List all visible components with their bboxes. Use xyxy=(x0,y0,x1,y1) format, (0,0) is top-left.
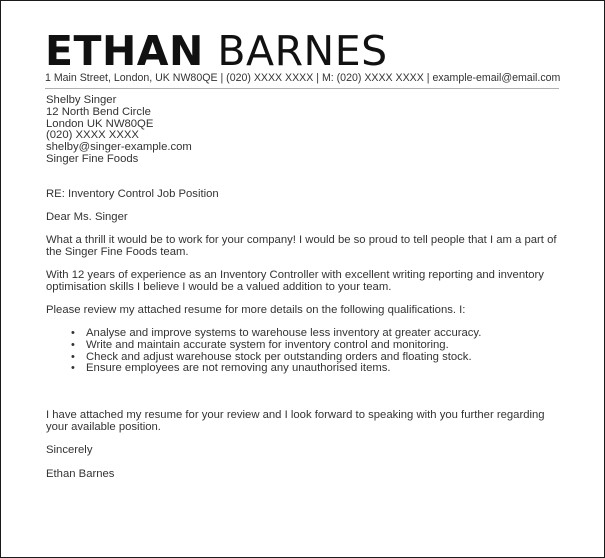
qualifications-list xyxy=(46,328,566,375)
bullet-icon: • xyxy=(71,338,75,351)
qualification-text: Check and adjust warehouse stock per outstanding orders and floating stock. xyxy=(86,350,472,363)
sender-last-name: BARNES xyxy=(217,27,388,75)
qualification-text: Analyse and improve systems to warehouse less inventory at greater accuracy. xyxy=(86,327,482,339)
recipient-street: 12 North Bend Circle xyxy=(46,105,151,118)
body-paragraph-1: What a thrill it would be to work for your company! I would be so proud to tell people that I am a part of the Singer Fine Foods team. xyxy=(46,234,557,258)
closing: Sincerely xyxy=(46,444,93,456)
recipient-company: Singer Fine Foods xyxy=(46,152,139,165)
recipient-city: London UK NW80QE xyxy=(46,117,154,130)
qualification-text: Write and maintain accurate system for inventory control and monitoring. xyxy=(86,338,449,351)
qualification-text: Ensure employees are not removing any unauthorised items. xyxy=(86,362,391,375)
sender-name xyxy=(45,29,388,73)
body-paragraph-2: With 12 years of experience as an Inventory Controller with excellent writing reporting and inventory optimisation skills I believe I would be a valued addition to your team. xyxy=(46,269,544,293)
qualification-item xyxy=(71,362,566,375)
body-paragraph-3: Please review my attached resume for more details on the following qualifications. I: xyxy=(46,304,466,316)
recipient-phone: (020) XXXX XXXX xyxy=(46,129,139,142)
signature-name: Ethan Barnes xyxy=(46,468,115,480)
recipient-address-block xyxy=(46,95,566,166)
recipient-email: shelby@singer-example.com xyxy=(46,141,192,154)
bullet-icon: • xyxy=(71,362,75,375)
body-paragraph-4: I have attached my resume for your review and I look forward to speaking with you further regarding your available position. xyxy=(46,409,545,433)
bullet-icon: • xyxy=(71,350,75,363)
sender-contact-line: 1 Main Street, London, UK NW80QE | (020) XXXX XXXX | M: (020) XXXX XXXX | example-email@email.com xyxy=(45,72,559,89)
salutation: Dear Ms. Singer xyxy=(46,211,128,223)
subject-line: RE: Inventory Control Job Position xyxy=(46,188,219,200)
sender-first-name: ETHAN xyxy=(45,27,204,75)
recipient-name: Shelby Singer xyxy=(46,94,117,106)
bullet-icon: • xyxy=(71,327,75,339)
